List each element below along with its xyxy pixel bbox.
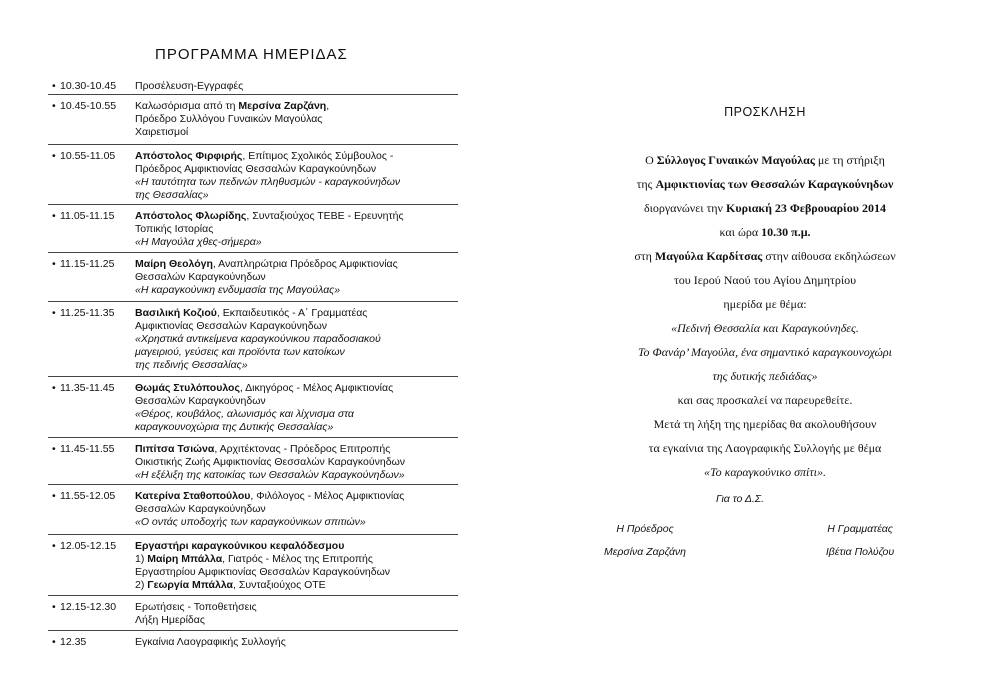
divider (48, 437, 458, 438)
program-line: «Η ταυτότητα των πεδινών πληθυσμών - καραγκούνηδων (135, 176, 401, 188)
program-line: Θωμάς Στυλόπουλος, Δικηγόρος - Μέλος Αμφικτιονίας (135, 382, 394, 394)
divider (48, 484, 458, 485)
program-item (48, 80, 468, 93)
invitation-line-3: διοργανώνει την Κυριακή 23 Φεβρουαρίου 2014 (643, 201, 886, 215)
program-line: Εγκαίνια Λαογραφικής Συλλογής (135, 636, 286, 648)
divider (48, 534, 458, 535)
program-line: Χαιρετισμοί (135, 126, 189, 138)
secretary-name: Ιβέτια Πολύζου (825, 546, 895, 558)
program-title: ΠΡΟΓΡΑΜΜΑ ΗΜΕΡΙΔΑΣ (155, 46, 348, 63)
program-item (48, 443, 468, 482)
program-line: Πρόεδρο Συλλόγου Γυναικών Μαγούλας (135, 113, 323, 125)
program-line: 1) Μαίρη Μπάλλα, Γιατρός - Μέλος της Επιτροπής (135, 553, 373, 565)
program-item (48, 150, 468, 202)
bullet-icon: • (52, 100, 56, 112)
bullet-icon: • (52, 150, 56, 162)
program-line: 2) Γεωργία Μπάλλα, Συνταξιούχος ΟΤΕ (135, 579, 326, 591)
divider (48, 94, 458, 95)
secretary-role: Η Γραμματέας (827, 523, 893, 535)
invitation-title: ΠΡΟΣΚΛΗΣΗ (724, 105, 806, 119)
program-line: μαγειριού, γεύσεις και προϊόντα των κατοίκων (135, 346, 345, 358)
program-line: Απόστολος Φλωρίδης, Συνταξιούχος ΤΕΒΕ - Ερευνητής (135, 210, 404, 222)
bullet-icon: • (52, 80, 56, 92)
program-time: 11.45-11.55 (60, 443, 115, 455)
invitation-line-4: και ώρα 10.30 π.μ. (719, 225, 811, 239)
program-line: Εργαστήρι καραγκούνικου κεφαλόδεσμου (135, 540, 345, 552)
program-line: Λήξη Ημερίδας (135, 614, 205, 626)
bullet-icon: • (52, 307, 56, 319)
program-time: 12.05-12.15 (60, 540, 117, 552)
program-item (48, 382, 468, 434)
program-item (48, 307, 468, 372)
program-line: Οικιστικής Ζωής Αμφικτιονίας Θεσσαλών Καραγκούνηδων (135, 456, 406, 468)
president-role: Η Πρόεδρος (616, 523, 674, 535)
program-line: Προσέλευση-Εγγραφές (135, 80, 244, 92)
invitation-theme-1: «Πεδινή Θεσσαλία και Καραγκούνηδες. (671, 321, 859, 335)
divider (48, 376, 458, 377)
bullet-icon: • (52, 210, 56, 222)
invitation-line-1: Ο Σύλλογος Γυναικών Μαγούλας με τη στήριξη (645, 153, 885, 167)
divider (48, 144, 458, 145)
program-time: 11.05-11.15 (60, 210, 115, 222)
divider (48, 301, 458, 302)
divider (48, 204, 458, 205)
program-line: Εργαστηρίου Αμφικτιονίας Θεσσαλών Καραγκούνηδων (135, 566, 391, 578)
program-line: «Η καραγκούνικη ενδυμασία της Μαγούλας» (135, 284, 341, 296)
bullet-icon: • (52, 382, 56, 394)
program-time: 12.15-12.30 (60, 601, 117, 613)
bullet-icon: • (52, 258, 56, 270)
program-item (48, 601, 468, 627)
program-time: 10.45-10.55 (60, 100, 117, 112)
program-line: Απόστολος Φιρφιρής, Επίτιμος Σχολικός Σύμβουλος - (135, 150, 394, 162)
program-line: της πεδινής Θεσσαλίας» (135, 359, 248, 371)
president-name: Μερσίνα Ζαρζάνη (603, 546, 687, 558)
divider (48, 252, 458, 253)
invitation-theme-2: Το Φανάρ’ Μαγούλα, ένα σημαντικό καραγκουνοχώρι (637, 345, 893, 359)
invitation-line-13: τα εγκαίνια της Λαογραφικής Συλλογής με θέμα (648, 441, 882, 455)
divider (48, 595, 458, 596)
program-line: Μαίρη Θεολόγη, Αναπληρώτρια Πρόεδρος Αμφικτιονίας (135, 258, 398, 270)
program-line: «Χρηστικά αντικείμενα καραγκούνικου παραδοσιακού (135, 333, 381, 345)
program-line: Θεσσαλών Καραγκούνηδων (135, 503, 266, 515)
program-line: Βασιλική Κοζιού, Εκπαιδευτικός - Α΄ Γραμματέας (135, 307, 368, 319)
program-line: Πιπίτσα Τσιώνα, Αρχιτέκτονας - Πρόεδρος Επιτροπής (135, 443, 391, 455)
invitation-line-5: στη Μαγούλα Καρδίτσας στην αίθουσα εκδηλώσεων (634, 249, 896, 263)
invitation-theme-3: της δυτικής πεδιάδας» (712, 369, 818, 383)
program-time: 12.35 (60, 636, 87, 648)
program-line: Θεσσαλών Καραγκούνηδων (135, 271, 266, 283)
program-line: «Θέρος, κουβάλος, αλωνισμός και λίχνισμα στα (135, 408, 354, 420)
program-time: 11.15-11.25 (60, 258, 115, 270)
program-line: Πρόεδρος Αμφικτιονίας Θεσσαλών Καραγκούνηδων (135, 163, 377, 175)
program-line: Ερωτήσεις - Τοποθετήσεις (135, 601, 257, 613)
program-line: Καλωσόρισμα από τη Μερσίνα Ζαρζάνη, (135, 100, 330, 112)
program-line: «Η εξέλιξη της κατοικίας των Θεσσαλών Καραγκούνηδων» (135, 469, 405, 481)
program-item (48, 100, 468, 139)
program-item (48, 258, 468, 297)
board-label: Για το Δ.Σ. (715, 493, 765, 505)
bullet-icon: • (52, 601, 56, 613)
program-line: Κατερίνα Σταθοπούλου, Φιλόλογος - Μέλος Αμφικτιονίας (135, 490, 405, 502)
invitation-line-11: και σας προσκαλεί να παρευρεθείτε. (677, 393, 853, 407)
program-line: καραγκουνοχώρια της Δυτικής Θεσσαλίας» (135, 421, 334, 433)
program-line: Θεσσαλών Καραγκούνηδων (135, 395, 266, 407)
bullet-icon: • (52, 443, 56, 455)
invitation-line-12: Μετά τη λήξη της ημερίδας θα ακολουθήσουν (653, 417, 877, 431)
program-time: 11.35-11.45 (60, 382, 115, 394)
program-line: Τοπικής Ιστορίας (135, 223, 214, 235)
invitation-line-6: του Ιερού Ναού του Αγίου Δημητρίου (673, 273, 857, 287)
program-time: 11.25-11.35 (60, 307, 115, 319)
program-time: 10.55-11.05 (60, 150, 116, 162)
program-item (48, 636, 468, 649)
invitation-line-7: ημερίδα με θέμα: (723, 297, 807, 311)
bullet-icon: • (52, 540, 56, 552)
invitation-line-14: «Το καραγκούνικο σπίτι». (703, 465, 826, 479)
program-time: 11.55-12.05 (60, 490, 116, 502)
invitation-line-2: της Αμφικτιονίας των Θεσσαλών Καραγκούνηδων (636, 177, 894, 191)
program-time: 10.30-10.45 (60, 80, 117, 92)
bullet-icon: • (52, 490, 56, 502)
divider (48, 630, 458, 631)
program-item (48, 540, 468, 592)
bullet-icon: • (52, 636, 56, 648)
program-line: «Ο οντάς υποδοχής των καραγκούνικων σπιτιών» (135, 516, 366, 528)
program-line: της Θεσσαλίας» (135, 189, 209, 201)
program-line: Αμφικτιονίας Θεσσαλών Καραγκούνηδων (135, 320, 328, 332)
program-item (48, 210, 468, 249)
program-line: «Η Μαγούλα χθες-σήμερα» (135, 236, 262, 248)
program-item (48, 490, 468, 529)
